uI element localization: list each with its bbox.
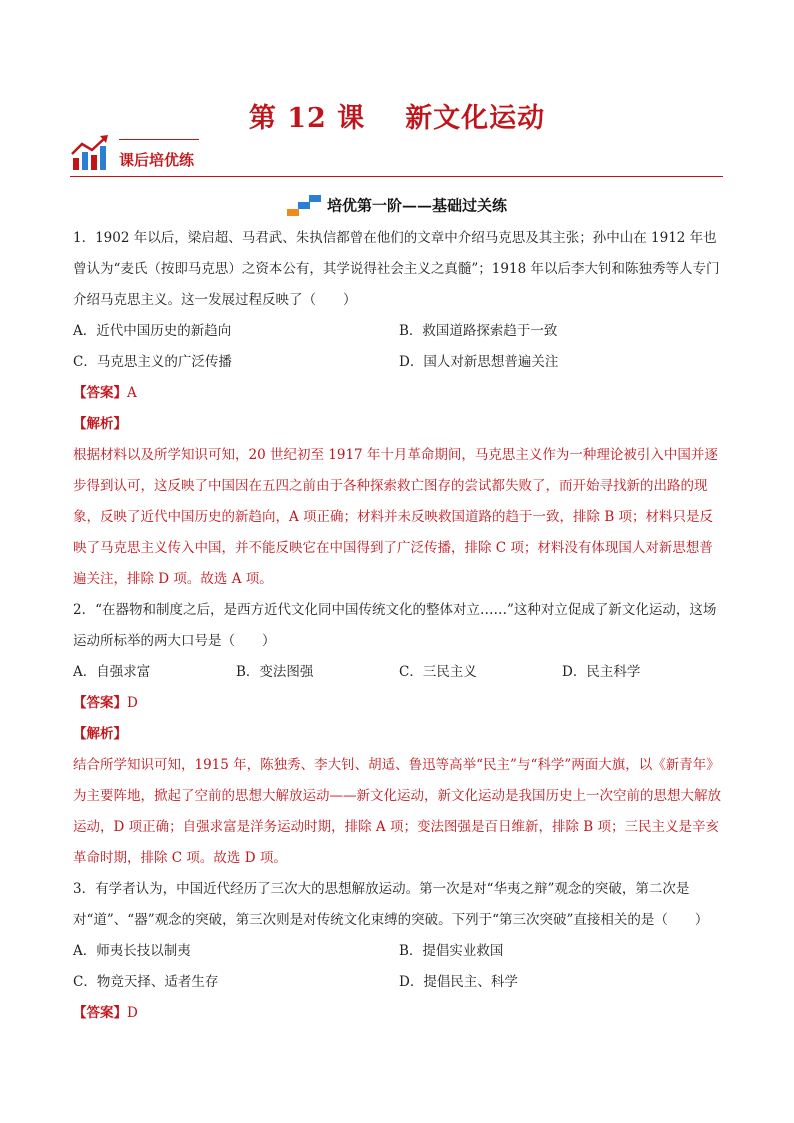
option-a: A．师夷长技以制夷 — [73, 943, 191, 959]
lesson-name: 新文化运动 — [405, 103, 546, 134]
answer-value: A — [127, 385, 137, 401]
option-c: C．三民主义 — [399, 664, 477, 680]
answer-label: 【答案】 — [73, 695, 127, 711]
question-2-analysis: 结合所学知识可知，1915 年，陈独秀、李大钊、胡适、鲁迅等高举“民主”与“科学”两面大旗，以《新青年》为主要阵地，掀起了空前的思想大解放运动——新文化运动，新文化运动是我国历史上一次空前的思想大解放运动，D 项正确；自强求富是洋务运动时期，排除 A 项；变法图强是百日维新，排除 B 项；三民主义是辛亥革命时期，排除 C 项。故选 D 项。 — [73, 757, 721, 866]
lesson-title — [0, 96, 794, 135]
question-1-options — [73, 316, 725, 347]
option-b: B．提倡实业救国 — [399, 943, 504, 959]
question-1-analysis: 根据材料以及所学知识可知，20 世纪初至 1917 年十月革命期间，马克思主义作为一种理论被引入中国并逐步得到认可，这反映了中国因在五四之前由于各种探索救亡图存的尝试都失败了，而开始寻找新的出路的现象，反映了近代中国历史的新趋向，A 项正确；材料并未反映救国道路的趋于一致，排除 B 项；材料只是反映了马克思主义传入中国，并不能反映它在中国得到了广泛传播，排除 C 项；材料没有体现国人对新思想普遍关注，排除 D 项。故选 A 项。 — [73, 447, 718, 587]
question-3-stem: 3．有学者认为，中国近代经历了三次大的思想解放运动。第一次是对“华夷之辩”观念的突破，第二次是对“道”、“器”观念的突破，第三次则是对传统文化束缚的突破。下列于“第三次突破”直接相关的是（ ） — [73, 881, 709, 928]
answer-value: D — [127, 695, 138, 711]
option-c: C．物竞天择、适者生存 — [73, 974, 219, 990]
question-1-answer — [73, 378, 725, 409]
answer-value: D — [127, 1005, 138, 1021]
subheading-text: 培优第一阶——基础过关练 — [326, 196, 507, 215]
header-divider — [70, 176, 723, 177]
question-2-stem: 2．“在器物和制度之后，是西方近代文化同中国传统文化的整体对立……”这种对立促成了新文化运动，这场运动所标举的两大口号是（ ） — [73, 602, 717, 649]
option-d: D．国人对新思想普遍关注 — [399, 354, 559, 370]
answer-label: 【答案】 — [73, 1005, 127, 1021]
option-d: D．民主科学 — [562, 664, 641, 680]
question-3-answer — [73, 998, 725, 1029]
option-a: A．近代中国历史的新趋向 — [73, 323, 232, 339]
option-b: B．变法图强 — [236, 664, 314, 680]
question-list — [73, 223, 725, 1029]
growth-chart-icon — [70, 134, 110, 172]
section-tag-overline — [119, 139, 199, 140]
question-3-options-row2 — [73, 967, 725, 998]
question-1-stem: 1．1902 年以后，梁启超、马君武、朱执信都曾在他们的文章中介绍马克思及其主张；孙中山在 1912 年也曾认为“麦氏（按即马克思）之资本公有，其学说得社会主义之真髓”；1918 年以后李大钊和陈独秀等人专门介绍马克思主义。这一发展过程反映了（ ） — [73, 230, 720, 308]
question-2-options — [73, 657, 725, 688]
section-tag: 课后培优练 — [119, 151, 195, 169]
question-3-options — [73, 936, 725, 967]
lesson-number: 第 12 课 — [248, 103, 366, 134]
option-b: B．救国道路探索趋于一致 — [399, 323, 558, 339]
answer-label: 【答案】 — [73, 385, 127, 401]
option-a: A．自强求富 — [73, 664, 151, 680]
subheading — [0, 194, 794, 216]
question-1-options-row2 — [73, 347, 725, 378]
option-d: D．提倡民主、科学 — [399, 974, 518, 990]
question-2-answer — [73, 688, 725, 719]
option-c: C．马克思主义的广泛传播 — [73, 354, 232, 370]
stairs-icon — [287, 194, 321, 216]
question-2-analysis-label: 【解析】 — [73, 726, 127, 742]
question-1-analysis-label: 【解析】 — [73, 416, 127, 432]
